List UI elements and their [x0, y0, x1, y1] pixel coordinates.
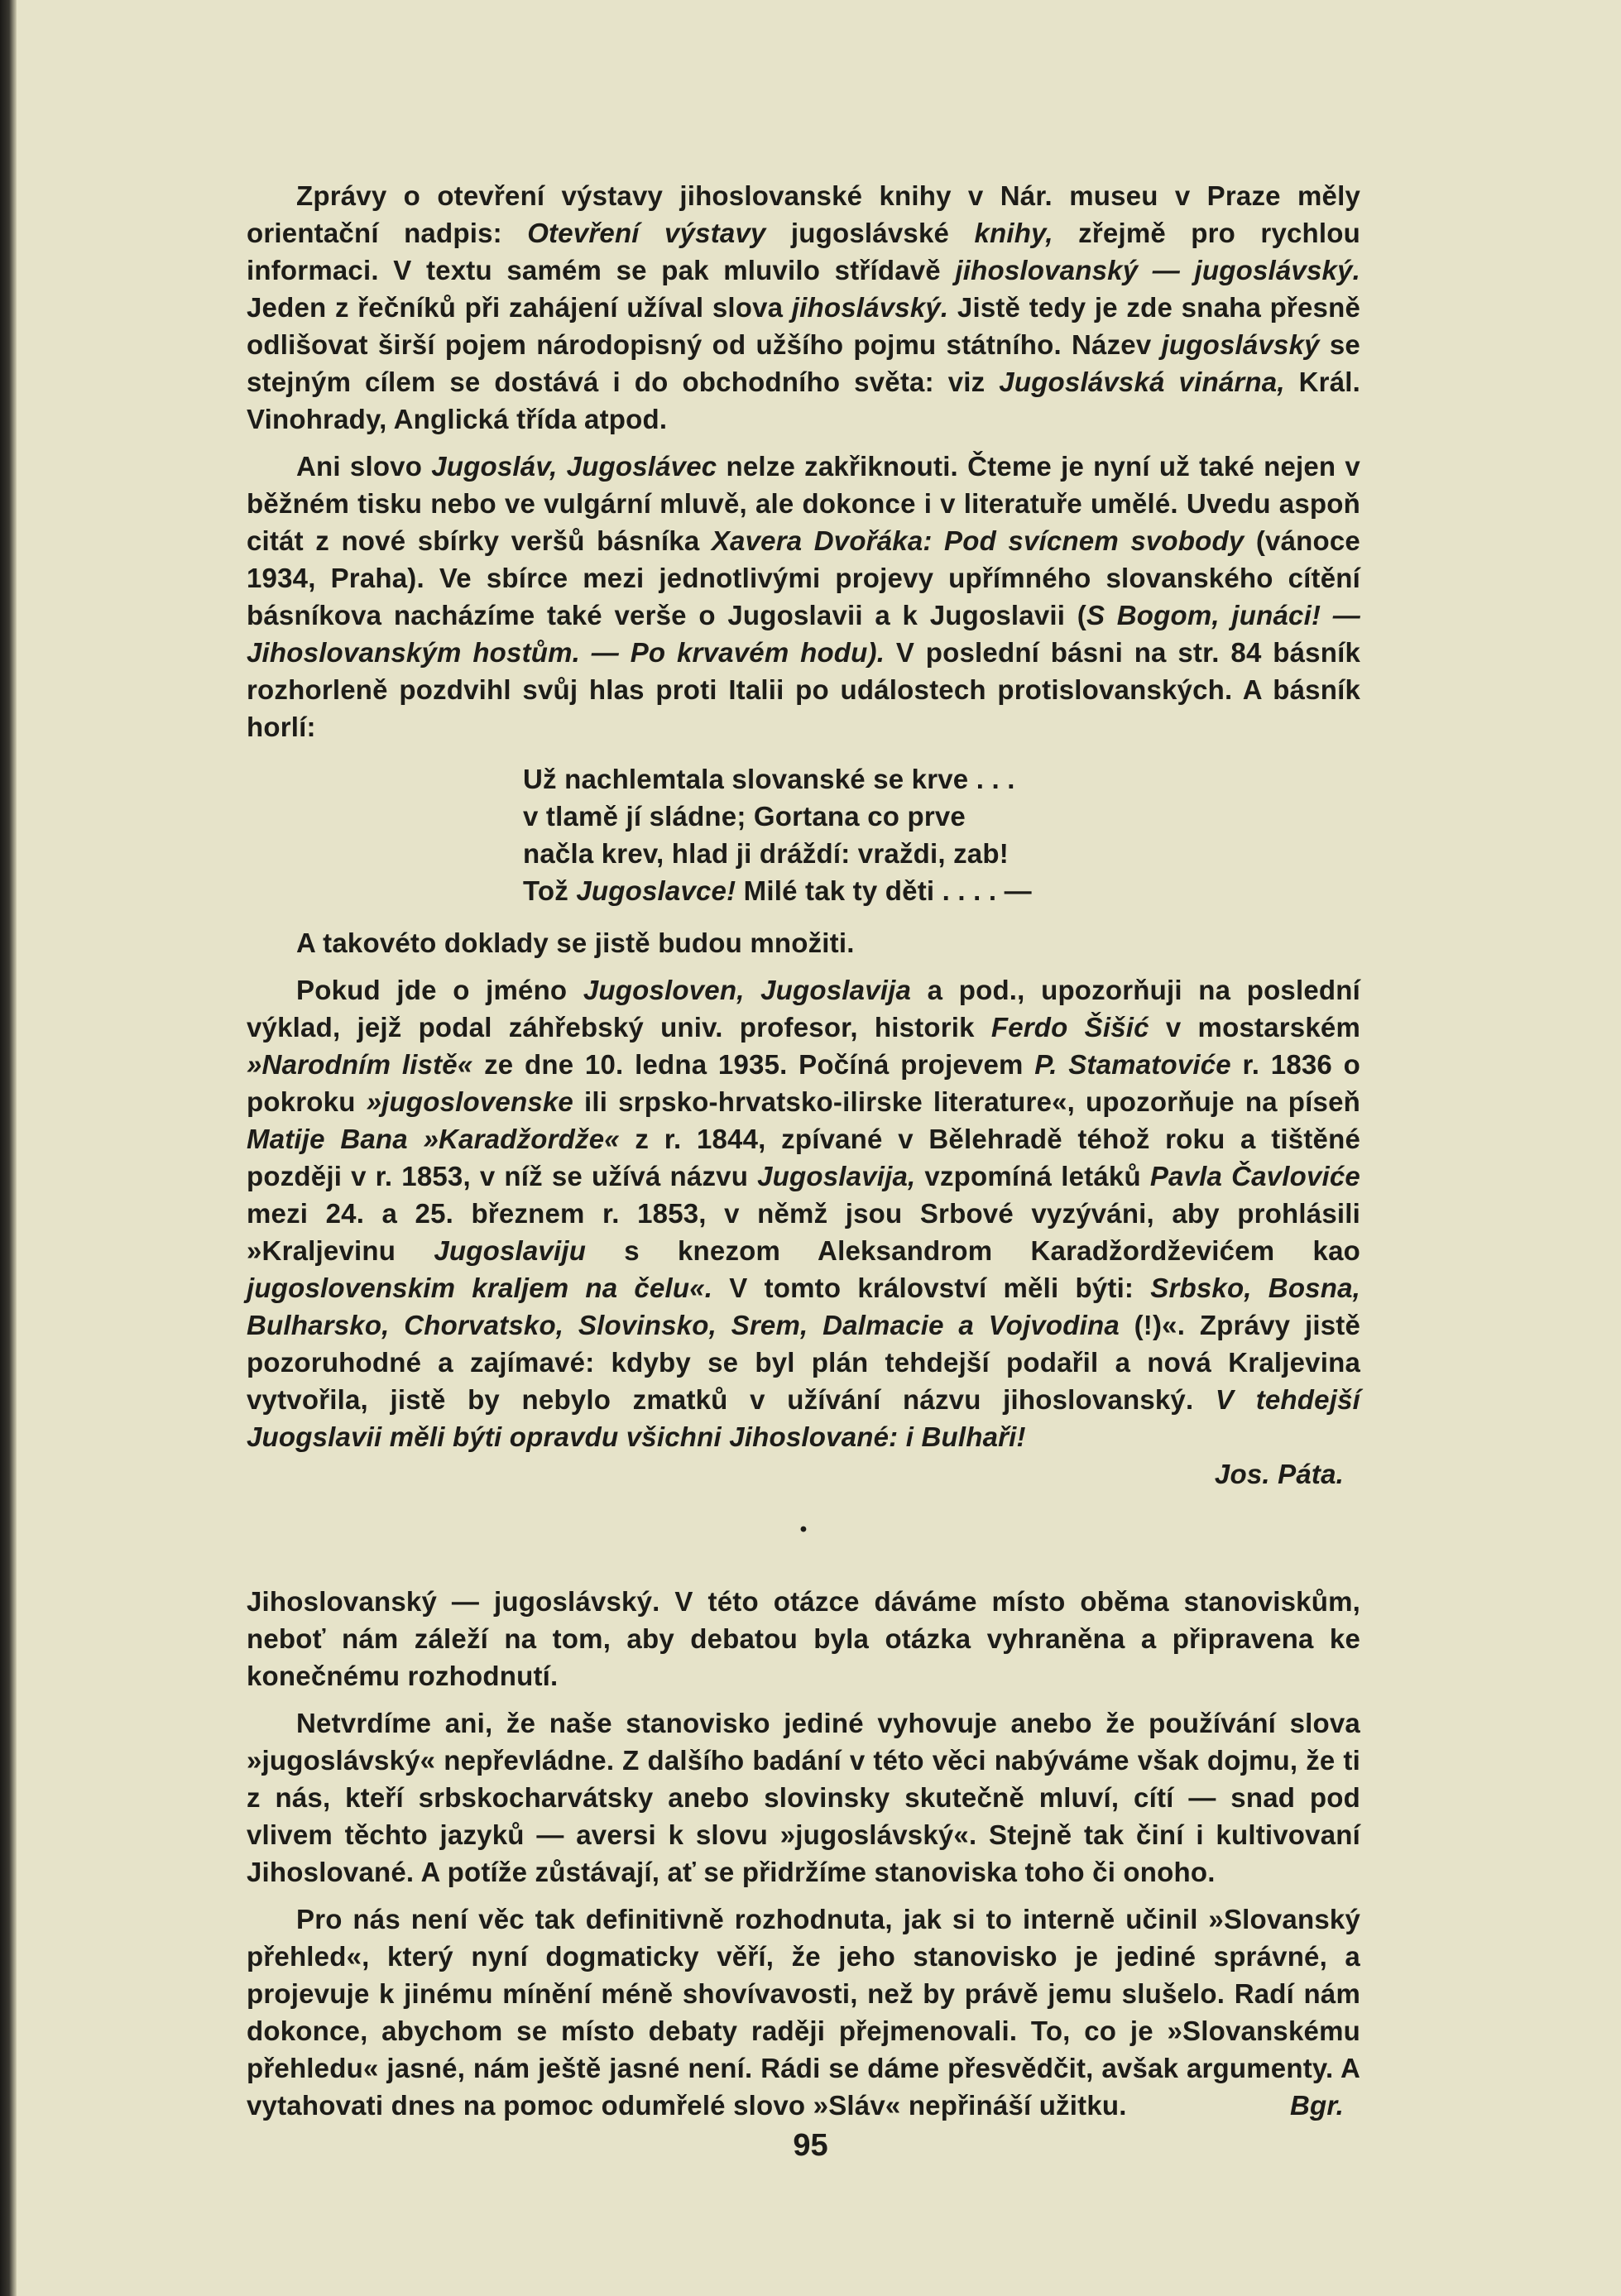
poem-line-2: v tlamě jí sládne; Gortana co prve [523, 801, 966, 832]
paragraph-3: A takovéto doklady se jistě budou množiti. [296, 928, 855, 958]
poem-line-1: Už nachlemtala slovanské se krve . . . [523, 764, 1015, 794]
paragraph-7: Pro nás není věc tak definitivně rozhodnuta, jak si to interně učinil »Slovanský přehled«, který nyní dogmaticky věří, že jeho stanovisko je jediné správné, a projevuje k jinému mínění méně shovívavosti, než by právě jemu slušelo. Radí nám dokonce, abychom se místo debaty raději přejmenovali. To, co je »Slovanskému přehledu« jasné, nám ještě jasné není. Rádi se dáme přesvědčit, avšak argumenty. A vytahovati dnes na pomoc odumřelé slovo »Sláv« nepřináší užitku. [247, 1904, 1360, 2121]
paragraph-1: Zprávy o otevření výstavy jihoslovanské knihy v Nár. museu v Praze měly orientační nadpis: Otevření výstavy jugoslávské knihy, zřejmě pro rychlou informaci. V textu samém se pak mluvilo střídavě jihoslovanský — jugoslávský. Jeden z řečníků při zahájení užíval slova jihoslávský. Jistě tedy je zde snaha přesně odlišovat širší pojem národopisný od užšího pojmu státního. Název jugoslávský se stejným cílem se dostává i do obchodního světa: viz Jugoslávská vinárna, Král. Vinohrady, Anglická třída atpod. [247, 180, 1361, 434]
poem-line-4: Tož Jugoslavce! Milé tak ty děti . . . . — [523, 875, 1032, 906]
section-heading: Jihoslovanský — jugoslávský. [247, 1586, 660, 1617]
book-binding-edge [0, 0, 17, 2296]
section-separator: • [799, 1518, 808, 1541]
paragraph-5: Jihoslovanský — jugoslávský. V této otázce dáváme místo oběma stanoviskům, neboť nám záleží na tom, aby debatou byla otázka vyhraněna a připravena ke konečnému rozhodnutí. [247, 1586, 1360, 1691]
signature-jos-pata: Jos. Páta. [1214, 1459, 1344, 1489]
page-body [247, 177, 1360, 2124]
paragraph-6: Netvrdíme ani, že naše stanovisko jediné vyhovuje anebo že používání slova »jugoslávský« nepřevládne. Z dalšího badání v této věci nabýváme však dojmu, že ti z nás, kteří srbskocharvátsky anebo slovinsky skutečně mluví, cítí — snad pod vlivem těchto jazyků — aversi k slovu »jugoslávský«. Stejně tak činí i kultivovaní Jihoslované. A potíže zůstávají, ať se přidržíme stanoviska toho či onoho. [247, 1708, 1360, 1887]
paragraph-2: Ani slovo Jugosláv, Jugoslávec nelze zakřiknouti. Čteme je nyní už také nejen v běžném tisku nebo ve vulgární mluvě, ale dokonce i v literatuře umělé. Uvedu aspoň citát z nové sbírky veršů básníka Xavera Dvořáka: Pod svícnem svobody (vánoce 1934, Praha). Ve sbírce mezi jednotlivými projevy upřímného slovanského cítění básníkova nacházíme také verše o Jugoslavii a k Jugoslavii (S Bogom, junáci! — Jihoslovanským hostům. — Po krvavém hodu). V poslední básni na str. 84 básník rozhorleně pozdvihl svůj hlas proti Italii po událostech protislovanských. A básník horlí: [247, 451, 1360, 742]
paragraph-4: Pokud jde o jméno Jugosloven, Jugoslavija a pod., upozorňuji na poslední výklad, jejž podal záhřebský univ. profesor, historik Ferdo Šišić v mostarském »Narodním listě« ze dne 10. ledna 1935. Počíná projevem P. Stamatoviće r. 1836 o pokroku »jugoslovenske ili srpsko-hrvatsko-ilirske literature«, upozorňuje na píseň Matije Bana »Karadžordže« z r. 1844, zpívané v Bělehradě téhož roku a tištěné později v r. 1853, v níž se užívá názvu Jugoslavija, vzpomíná letáků Pavla Čavloviće mezi 24. a 25. březnem r. 1853, v němž jsou Srbové vyzýváni, aby prohlásili »Kraljevinu Jugoslaviju s knezom Aleksandrom Karadžordževićem kao jugoslovenskim kraljem na čelu«. V tomto království měli býti: Srbsko, Bosna, Bulharsko, Chorvatsko, Slovinsko, Srem, Dalmacie a Vojvodina (!)«. Zprávy jistě pozoruhodné a zajímavé: kdyby se byl plán tehdejší podařil a nová Kraljevina vytvořila, jistě by nebylo zmatků v užívání názvu jihoslovanský. V tehdejší Juogslavii měli býti opravdu všichni Jihoslované: i Bulhaři! [247, 975, 1361, 1452]
poem-line-3: načla krev, hlad ji dráždí: vraždi, zab! [523, 838, 1009, 869]
page-number: 95 [793, 2128, 828, 2163]
signature-bgr: Bgr. [1290, 2090, 1344, 2121]
poem-quote [523, 760, 1360, 909]
